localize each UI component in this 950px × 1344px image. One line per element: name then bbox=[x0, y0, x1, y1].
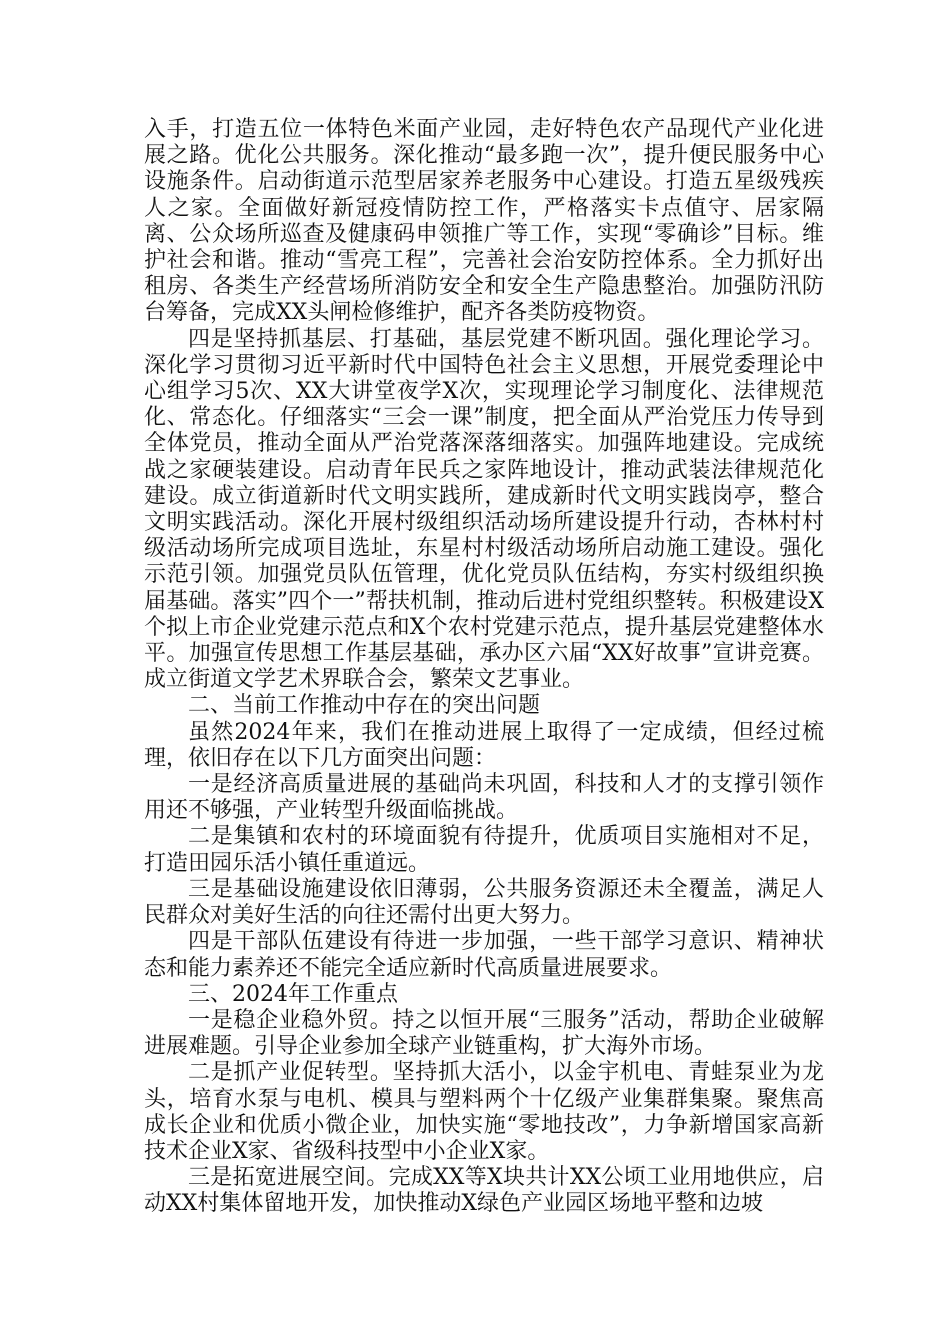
paragraph-priority-2: 二是抓产业促转型。坚持抓大活小，以金宇机电、青蛙泵业为龙头，培育水泵与电机、模具与塑料两个十亿级产业集群集聚。聚焦高成长企业和优质小微企业，加快实施“零地技改”，力争新增国家高新技术企业X家、省级科技型中小企业X家。 bbox=[144, 1060, 824, 1164]
paragraph-problems-intro: 虽然2024年来，我们在推动进展上取得了一定成绩，但经过梳理，依旧存在以下几方面突出问题： bbox=[144, 719, 824, 771]
paragraph-priority-1: 一是稳企业稳外贸。持之以恒开展“三服务”活动，帮助企业破解进展难题。引导企业参加全球产业链重构，扩大海外市场。 bbox=[144, 1007, 824, 1060]
document-body bbox=[144, 117, 824, 1218]
paragraph-problem-4: 四是干部队伍建设有待进一步加强，一些干部学习意识、精神状态和能力素养还不能完全适应新时代高质量进展要求。 bbox=[144, 929, 824, 981]
paragraph-problem-3: 三是基础设施建设依旧薄弱，公共服务资源还未全覆盖，满足人民群众对美好生活的向往还需付出更大努力。 bbox=[144, 876, 824, 929]
paragraph-continuation: 入手，打造五位一体特色米面产业园，走好特色农产品现代产业化进展之路。优化公共服务。深化推动“最多跑一次”，提升便民服务中心设施条件。启动街道示范型居家养老服务中心建设。打造五星级残疾人之家。全面做好新冠疫情防控工作，严格落实卡点值守、居家隔离、公众场所巡查及健康码申领推广等工作，实现“零确诊”目标。维护社会和谐。推动“雪亮工程”，完善社会治安防控体系。全力抓好出租房、各类生产经营场所消防安全和安全生产隐患整治。加强防汛防台筹备，完成XX头闸检修维护，配齐各类防疫物资。 bbox=[144, 117, 824, 326]
paragraph-priority-3: 三是拓宽进展空间。完成XX等X块共计XX公顷工业用地供应，启动XX村集体留地开发，加快推动X绿色产业园区场地平整和边坡 bbox=[144, 1165, 824, 1217]
paragraph-grassroots-party-building: 四是坚持抓基层、打基础，基层党建不断巩固。强化理论学习。深化学习贯彻习近平新时代中国特色社会主义思想，开展党委理论中心组学习5次、XX大讲堂夜学X次，实现理论学习制度化、法律规范化、常态化。仔细落实“三会一课”制度，把全面从严治党压力传导到全体党员，推动全面从严治党落深落细落实。加强阵地建设。完成统战之家硬装建设。启动青年民兵之家阵地设计，推动武装法律规范化建设。成立街道新时代文明实践所，建成新时代文明实践岗亭，整合文明实践活动。深化开展村级组织活动场所建设提升行动，杏林村村级活动场所完成项目选址，东星村村级活动场所启动施工建设。强化示范引领。加强党员队伍管理，优化党员队伍结构，夯实村级组织换届基础。落实”四个一”帮扶机制，推动后进村党组织整转。积极建设X个拟上市企业党建示范点和X个农村党建示范点，提升基层党建整体水平。加强宣传思想工作基层基础，承办区六届“XX好故事”宣讲竞赛。成立街道文学艺术界联合会，繁荣文艺事业。 bbox=[144, 326, 824, 693]
paragraph-problem-2: 二是集镇和农村的环境面貌有待提升，优质项目实施相对不足，打造田园乐活小镇任重道远。 bbox=[144, 824, 824, 876]
paragraph-problem-1: 一是经济高质量进展的基础尚未巩固，科技和人才的支撑引领作用还不够强，产业转型升级面临挑战。 bbox=[144, 772, 824, 824]
section-heading-priorities: 三、2024年工作重点 bbox=[188, 981, 398, 1007]
section-heading-problems: 二、当前工作推动中存在的突出问题 bbox=[188, 693, 541, 719]
